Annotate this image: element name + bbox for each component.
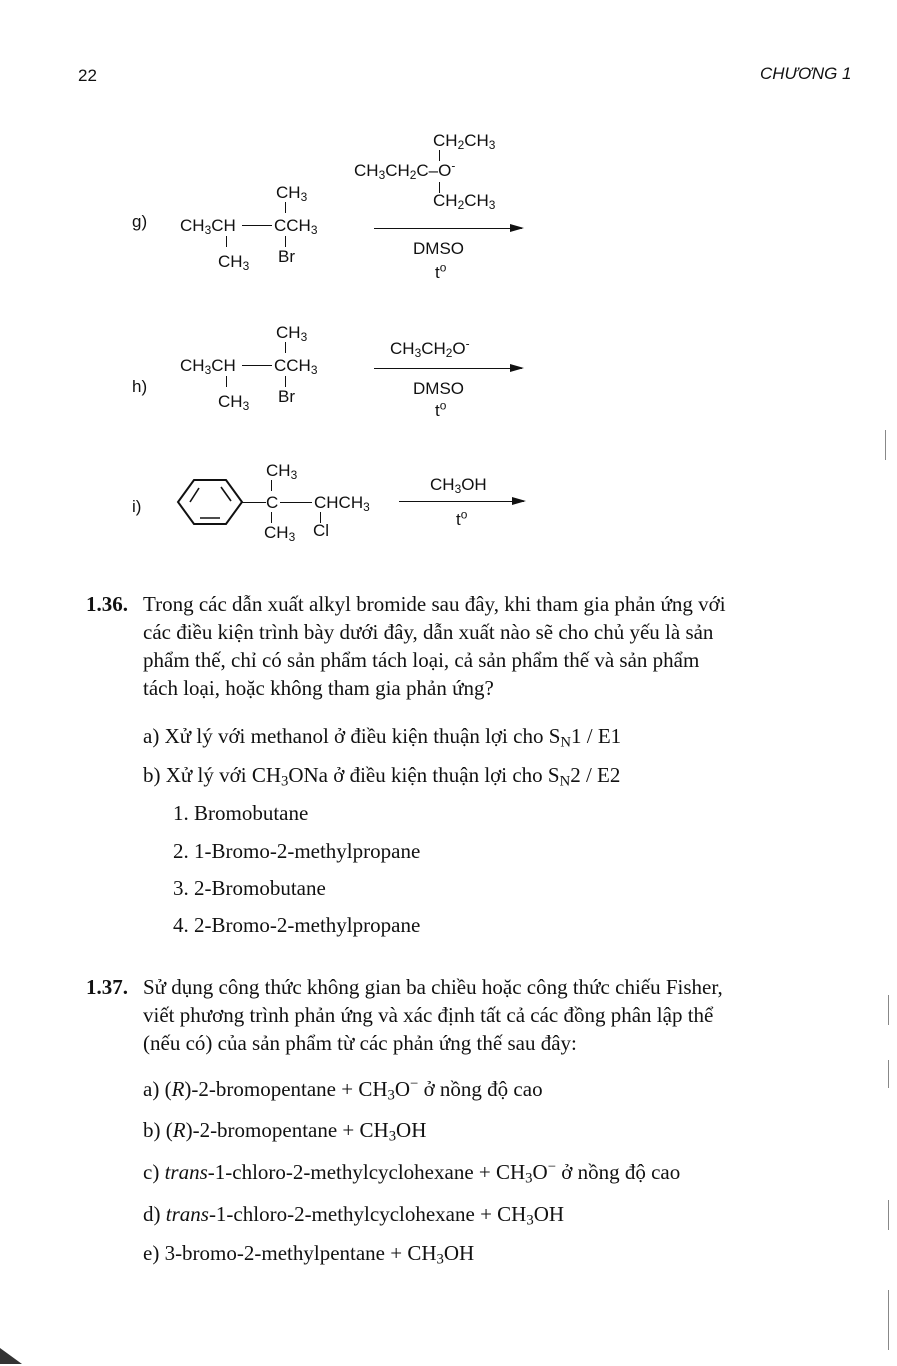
substituent-bottom-left: $CH_3$ xyxy=(264,523,296,544)
bond xyxy=(271,512,272,523)
subscript: N xyxy=(560,734,571,751)
superscript: − xyxy=(547,1158,556,1175)
scan-artifact xyxy=(888,1200,889,1230)
option-text: a) ( xyxy=(143,1077,172,1101)
option-text: O xyxy=(394,1077,411,1101)
option-italic: R xyxy=(172,1118,186,1142)
substrate-left: $CH_3CH$ xyxy=(180,356,236,377)
bond xyxy=(285,202,286,213)
option-c xyxy=(143,1158,681,1187)
option-text: OH xyxy=(396,1118,427,1142)
bond xyxy=(226,376,227,387)
option-text: OH xyxy=(533,1202,565,1226)
substrate-left: $CH_3CH$ xyxy=(180,216,236,237)
bond xyxy=(285,376,286,387)
benzene-ring-icon xyxy=(176,474,248,530)
option-text: O xyxy=(532,1160,548,1184)
temperature-condition: $t^o$ xyxy=(456,507,468,529)
reaction-label: g) xyxy=(132,212,148,231)
substrate-right: $CCH_3$ xyxy=(274,356,318,377)
option-text: ở nồng độ cao xyxy=(555,1160,681,1184)
option-text: )-2-bromopentane + CH xyxy=(184,1077,388,1101)
question-text-line: Sử dụng công thức không gian ba chiều hoặc công thức chiếu Fisher, xyxy=(143,975,723,999)
bond xyxy=(271,480,272,491)
chapter-title: CHƯƠNG 1 xyxy=(760,64,852,83)
substrate-right: $CCH_3$ xyxy=(274,216,318,237)
subscript: 3 xyxy=(436,1251,444,1268)
option-text: a) Xử lý với methanol ở điều kiện thuận lợi cho S xyxy=(143,724,561,748)
subscript: 3 xyxy=(281,773,289,790)
option-italic: trans xyxy=(165,1202,209,1226)
scan-artifact xyxy=(888,1060,889,1088)
option-text: 1 / E1 xyxy=(570,724,622,748)
reaction-arrow xyxy=(374,368,522,369)
question-number: 1.36. xyxy=(86,592,128,616)
substituent-bottom-right: Br xyxy=(278,247,295,266)
option-a xyxy=(143,1075,543,1104)
option-b xyxy=(143,763,621,790)
bond xyxy=(280,502,312,503)
scan-artifact xyxy=(885,430,886,460)
bond xyxy=(226,236,227,247)
subscript: N xyxy=(559,773,571,790)
option-text: c) xyxy=(143,1160,165,1184)
option-d xyxy=(143,1202,565,1229)
list-item: 2. 1-Bromo-2-methylpropane xyxy=(173,839,421,863)
option-e xyxy=(143,1241,475,1268)
option-text: d) xyxy=(143,1202,166,1226)
option-a xyxy=(143,724,622,751)
question-text-line: phẩm thế, chỉ có sản phẩm tách loại, cả sản phẩm thế và sản phẩm xyxy=(143,648,700,672)
question-text-line: viết phương trình phản ứng và xác định tất cả các đồng phân lập thể xyxy=(143,1003,714,1027)
superscript: − xyxy=(410,1075,419,1092)
question-text-line: Trong các dẫn xuất alkyl bromide sau đây, khi tham gia phản ứng với xyxy=(143,592,726,616)
scan-artifact xyxy=(888,995,889,1025)
substituent-bottom-right: Cl xyxy=(313,521,330,540)
substituent-top: $CH_3$ xyxy=(276,323,308,344)
substituent-bottom-left: $CH_3$ xyxy=(218,392,250,413)
substrate-right: $CHCH_3$ xyxy=(314,493,370,514)
option-italic: R xyxy=(171,1077,185,1101)
option-text: e) 3-bromo-2-methylpentane + CH xyxy=(143,1241,437,1265)
list-item: 4. 2-Bromo-2-methylpropane xyxy=(173,913,421,937)
option-b xyxy=(143,1118,427,1145)
subscript: 3 xyxy=(526,1212,534,1229)
question-text-line: các điều kiện trình bày dưới đây, dẫn xuất nào sẽ cho chủ yếu là sản xyxy=(143,620,714,644)
option-text: -1-chloro-2-methylcyclohexane + CH xyxy=(207,1160,526,1184)
bond xyxy=(242,365,272,366)
bond xyxy=(285,342,286,353)
reagent-top: $CH_2CH_3$ xyxy=(433,131,496,152)
option-text: ở nồng độ cao xyxy=(418,1077,543,1101)
bond xyxy=(439,150,440,161)
corner-smudge-icon xyxy=(0,1340,30,1366)
solvent: DMSO xyxy=(413,379,464,398)
question-text-line: tách loại, hoặc không tham gia phản ứng? xyxy=(143,676,494,700)
substituent-top: $CH_3$ xyxy=(266,461,298,482)
reagent-middle: $CH_3CH_2C-O^-$ xyxy=(354,158,456,182)
substituent-top: $CH_3$ xyxy=(276,183,308,204)
option-text: OH xyxy=(443,1241,475,1265)
option-text: 2 / E2 xyxy=(570,763,621,787)
reaction-label: i) xyxy=(132,497,142,516)
substituent-bottom-left: $CH_3$ xyxy=(218,252,250,273)
bond xyxy=(242,225,272,226)
subscript: 3 xyxy=(388,1128,397,1145)
solvent: DMSO xyxy=(413,239,464,258)
option-italic: trans xyxy=(164,1160,208,1184)
reaction-arrow xyxy=(399,501,524,502)
option-text: -1-chloro-2-methylcyclohexane + CH xyxy=(208,1202,527,1226)
reaction-arrow xyxy=(374,228,522,229)
quaternary-carbon: C xyxy=(266,493,279,512)
question-number: 1.37. xyxy=(86,975,128,999)
reagent: $CH_3OH$ xyxy=(430,475,487,496)
list-item: 3. 2-Bromobutane xyxy=(173,876,326,900)
question-text-line: (nếu có) của sản phẩm từ các phản ứng thế sau đây: xyxy=(143,1031,577,1055)
list-item: 1. Bromobutane xyxy=(173,801,309,825)
reagent-bottom: $CH_2CH_3$ xyxy=(433,191,496,212)
reagent: $CH_3CH_2O^-$ xyxy=(390,336,470,360)
bond xyxy=(285,236,286,247)
reaction-label: h) xyxy=(132,377,148,396)
temperature-condition: $t^o$ xyxy=(435,260,447,282)
option-text: )-2-bromopentane + CH xyxy=(185,1118,389,1142)
temperature-condition: $t^o$ xyxy=(435,398,447,420)
substituent-bottom-right: Br xyxy=(278,387,295,406)
option-text: b) Xử lý với CH xyxy=(143,763,281,787)
subscript: 3 xyxy=(387,1087,395,1104)
bond xyxy=(242,502,266,503)
subscript: 3 xyxy=(525,1170,533,1187)
option-text: ONa ở điều kiện thuận lợi cho S xyxy=(288,763,560,787)
scan-artifact xyxy=(888,1290,889,1350)
page-number: 22 xyxy=(78,66,97,85)
option-text: b) ( xyxy=(143,1118,173,1142)
